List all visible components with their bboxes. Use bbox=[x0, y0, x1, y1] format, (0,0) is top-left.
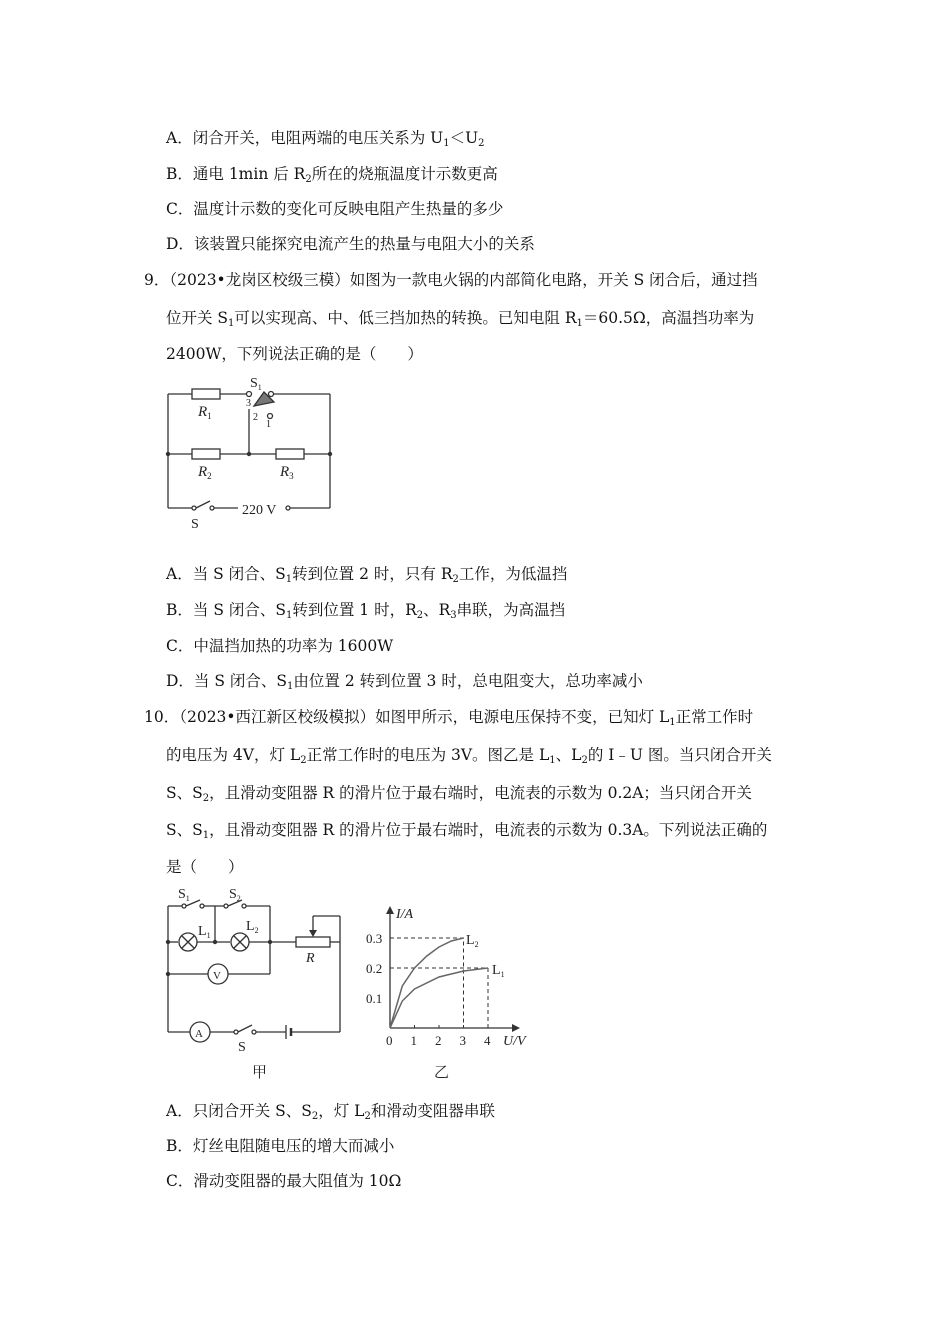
caption-jia: 甲 bbox=[252, 1063, 268, 1081]
q9-stem-line1: 9．（2023•龙岗区校级三模）如图为一款电火锅的内部简化电路，开关 S 闭合后，通过挡 bbox=[144, 271, 758, 289]
sub: 2 bbox=[202, 793, 210, 804]
t: B．当 S 闭合、S bbox=[166, 601, 286, 619]
sub: 2 bbox=[300, 755, 307, 766]
q8-option-c: C．温度计示数的变化可反映电阻产生热量的多少 bbox=[166, 200, 504, 218]
q8-option-b-pre: B．通电 1min 后 R bbox=[166, 165, 306, 183]
sub: 1 bbox=[549, 755, 556, 766]
resistor-r1 bbox=[192, 389, 220, 399]
label-voltage: 220 V bbox=[242, 503, 277, 518]
sub: 2 bbox=[416, 610, 424, 621]
label-pos1: 1 bbox=[266, 419, 271, 430]
q8-option-a-text: A．闭合开关，电阻两端的电压关系为 U bbox=[166, 129, 444, 147]
t: 正常工作时的电压为 3V。图乙是 L bbox=[306, 746, 550, 764]
sub: 1 bbox=[285, 610, 293, 621]
t: S、S bbox=[166, 784, 203, 802]
y-axis-arrow bbox=[386, 906, 394, 914]
label-r3: $R_3$ bbox=[280, 464, 294, 481]
x-tick-label: 1 bbox=[410, 1033, 417, 1048]
curves bbox=[390, 938, 488, 1028]
label-s1: $S_1$ bbox=[250, 376, 262, 392]
q9-option-c: C．中温挡加热的功率为 1600W bbox=[166, 637, 394, 655]
q9-stem-line2 bbox=[166, 308, 754, 328]
t: 的 I﹣U 图。当只闭合开关 bbox=[587, 746, 772, 764]
q8-option-b bbox=[166, 164, 498, 184]
sub: 1 bbox=[443, 138, 450, 149]
q10-stem-line5: 是（ ） bbox=[166, 858, 244, 876]
q10-option-c: C．滑动变阻器的最大阻值为 10Ω bbox=[166, 1172, 402, 1190]
q9-circuit-diagram bbox=[160, 372, 340, 532]
q9-option-b bbox=[166, 600, 565, 620]
q8-option-b-post: 所在的烧瓶温度计示数更高 bbox=[311, 165, 498, 183]
t: ，且滑动变阻器 R 的滑片位于最右端时，电流表的示数为 0.2A；当只闭合开关 bbox=[209, 784, 752, 802]
q10-stem-line1 bbox=[144, 707, 753, 727]
label-s: S bbox=[191, 517, 199, 532]
label-l2: $L_2$ bbox=[246, 919, 259, 935]
t: ，灯 L bbox=[318, 1102, 365, 1120]
t: 转到位置 2 时，只有 R bbox=[292, 565, 453, 583]
t: D．当 S 闭合、S bbox=[166, 672, 288, 690]
x-axis-label: U/V bbox=[503, 1034, 526, 1049]
sub: 2 bbox=[452, 574, 459, 585]
t: S、S bbox=[166, 821, 203, 839]
q8-option-a bbox=[166, 128, 485, 148]
label-pos3: 3 bbox=[246, 398, 251, 409]
curve-label-l1: $L_1$ bbox=[492, 963, 505, 979]
q9-l2-mid: 可以实现高、中、低三挡加热的转换。已知电阻 R bbox=[234, 309, 577, 327]
q8-option-d: D．该装置只能探究电流产生的热量与电阻大小的关系 bbox=[166, 235, 535, 253]
sub: 1 bbox=[669, 717, 676, 728]
caption-yi: 乙 bbox=[434, 1063, 450, 1081]
sub: 1 bbox=[285, 574, 293, 585]
sub: 1 bbox=[287, 681, 294, 692]
label-l1: $L_1$ bbox=[198, 924, 211, 940]
sub: 2 bbox=[478, 138, 485, 149]
sub: 1 bbox=[202, 830, 210, 841]
t: 正常工作时 bbox=[675, 708, 754, 726]
q10-stem-line3 bbox=[166, 783, 752, 803]
label-r1: $R_1$ bbox=[198, 404, 212, 421]
sub: 2 bbox=[581, 755, 588, 766]
y-tick-label: 0.3 bbox=[366, 931, 383, 946]
switch-s1 bbox=[254, 392, 274, 406]
x-tick-label: 2 bbox=[435, 1033, 442, 1048]
y-tick-label: 0.1 bbox=[366, 991, 383, 1006]
label-r2: $R_2$ bbox=[198, 464, 212, 481]
y-tick-label: 0.2 bbox=[366, 961, 383, 976]
q10-circuit-jia bbox=[158, 882, 358, 1082]
x-tick-label: 3 bbox=[459, 1033, 466, 1048]
slider-arrow bbox=[309, 930, 317, 937]
t: 、L bbox=[555, 746, 582, 764]
y-axis-label: I/A bbox=[396, 907, 414, 922]
x-tick-label: 4 bbox=[484, 1033, 491, 1048]
q10-stem-line2 bbox=[166, 745, 772, 765]
series-l1-curve bbox=[390, 968, 488, 1028]
x-axis-arrow bbox=[512, 1024, 520, 1032]
curve-label-l2: $L_2$ bbox=[466, 933, 479, 949]
t: 转到位置 1 时，R bbox=[292, 601, 417, 619]
t: 10．（2023•西江新区校级模拟）如图甲所示，电源电压保持不变，已知灯 L bbox=[144, 708, 670, 726]
resistor-r3 bbox=[276, 449, 304, 459]
resistor-r2 bbox=[192, 449, 220, 459]
t: 串联，为高温挡 bbox=[456, 601, 566, 619]
t: ，且滑动变阻器 R 的滑片位于最右端时，电流表的示数为 0.3A。下列说法正确的 bbox=[209, 821, 768, 839]
label-v: V bbox=[213, 970, 221, 982]
q9-l2-post: ＝60.5Ω，高温挡功率为 bbox=[582, 309, 755, 327]
sub: 2 bbox=[311, 1111, 319, 1122]
sub: 2 bbox=[364, 1111, 371, 1122]
label-r: R bbox=[306, 951, 315, 966]
q10-graph-yi bbox=[362, 904, 542, 1084]
rheostat-r bbox=[296, 937, 330, 947]
x-tick-label: 0 bbox=[386, 1033, 393, 1048]
sub: 2 bbox=[305, 174, 312, 185]
q9-stem-line3: 2400W，下列说法正确的是（ ） bbox=[166, 345, 423, 363]
t: A．只闭合开关 S、S bbox=[166, 1102, 312, 1120]
sub: 3 bbox=[450, 610, 457, 621]
label-a: A bbox=[195, 1028, 203, 1040]
q10-stem-line4 bbox=[166, 820, 767, 840]
label-pos2: 2 bbox=[253, 412, 258, 423]
q10-option-a bbox=[166, 1101, 495, 1121]
sub: 1 bbox=[576, 318, 583, 329]
q9-option-d bbox=[166, 671, 643, 691]
t: 由位置 2 转到位置 3 时，总电阻变大，总功率减小 bbox=[293, 672, 643, 690]
sub: 1 bbox=[228, 318, 235, 329]
t: 工作，为低温挡 bbox=[458, 565, 568, 583]
q9-option-a bbox=[166, 564, 567, 584]
label-s2: $S_2$ bbox=[229, 887, 241, 903]
q10-option-b: B．灯丝电阻随电压的增大而减小 bbox=[166, 1137, 395, 1155]
t: 和滑动变阻器串联 bbox=[370, 1102, 495, 1120]
q8-option-a-mid: ＜U bbox=[449, 129, 479, 147]
t: 、R bbox=[423, 601, 451, 619]
label-s: S bbox=[238, 1040, 246, 1055]
q9-l2-pre: 位开关 S bbox=[166, 309, 229, 327]
label-s1: $S_1$ bbox=[178, 887, 190, 903]
t: 的电压为 4V，灯 L bbox=[166, 746, 301, 764]
t: A．当 S 闭合、S bbox=[166, 565, 286, 583]
